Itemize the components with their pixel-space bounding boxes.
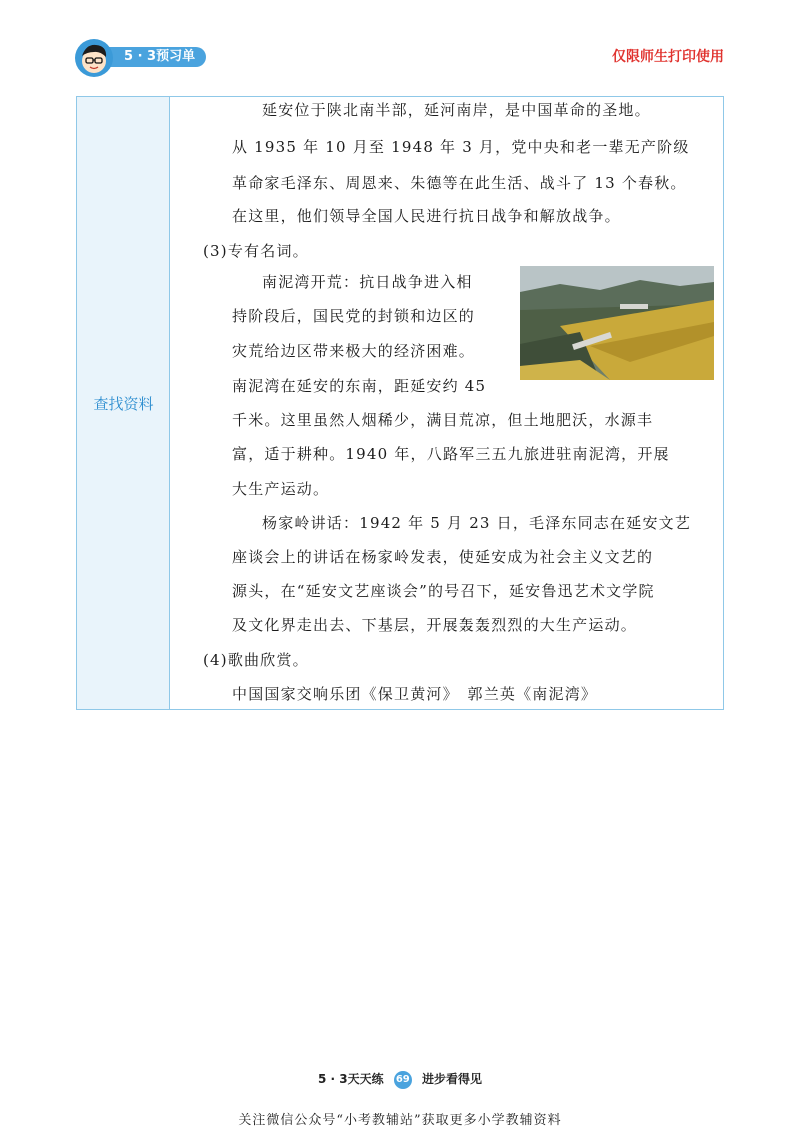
text-line: 中国国家交响乐团《保卫黄河》 郭兰英《南泥湾》: [232, 685, 598, 703]
nanniwan-photo: [520, 266, 714, 380]
text-line: 杨家岭讲话：1942 年 5 月 23 日，毛泽东同志在延安文艺: [262, 514, 692, 532]
text-line: 南泥湾开荒：抗日战争进入相: [262, 273, 473, 291]
text-line: 持阶段后，国民党的封锁和边区的: [232, 307, 476, 325]
badge-label: 5 · 3预习单: [124, 49, 196, 64]
print-use-note: 仅限师生打印使用: [612, 49, 724, 65]
text-line: 革命家毛泽东、周恩来、朱德等在此生活、战斗了 13 个春秋。: [232, 174, 687, 192]
text-line: 富，适于耕种。1940 年，八路军三五九旅进驻南泥湾，开展: [232, 445, 670, 463]
bottom-note: 关注微信公众号“小考教辅站”获取更多小学教辅资料: [238, 1113, 562, 1128]
text-line: 灾荒给边区带来极大的经济困难。: [232, 342, 476, 360]
text-line: 及文化界走出去、下基层，开展轰轰烈烈的大生产运动。: [232, 616, 638, 634]
text-line: 在这里，他们领导全国人民进行抗日战争和解放战争。: [232, 207, 621, 225]
text-line: 源头，在“延安文艺座谈会”的号召下，延安鲁迅艺术文学院: [232, 582, 655, 600]
text-line: 座谈会上的讲话在杨家岭发表，使延安成为社会主义文艺的: [232, 548, 654, 566]
section-label: 查找资料: [93, 395, 154, 413]
page-number: 69: [394, 1071, 412, 1089]
footer-left: 5 · 3天天练: [317, 1072, 384, 1086]
list-heading: (4)歌曲欣赏。: [203, 651, 309, 669]
footer: [0, 1070, 800, 1089]
footer-right: 进步看得见: [421, 1072, 482, 1086]
text-line: 延安位于陕北南半部，延河南岸，是中国革命的圣地。: [262, 101, 651, 119]
list-heading: (3)专有名词。: [203, 242, 309, 260]
text-line: 南泥湾在延安的东南，距延安约 45: [232, 377, 487, 395]
text-line: 千米。这里虽然人烟稀少，满目荒凉，但土地肥沃，水源丰: [232, 411, 654, 429]
text-line: 从 1935 年 10 月至 1948 年 3 月，党中央和老一辈无产阶级: [232, 138, 690, 156]
text-line: 大生产运动。: [232, 480, 330, 498]
